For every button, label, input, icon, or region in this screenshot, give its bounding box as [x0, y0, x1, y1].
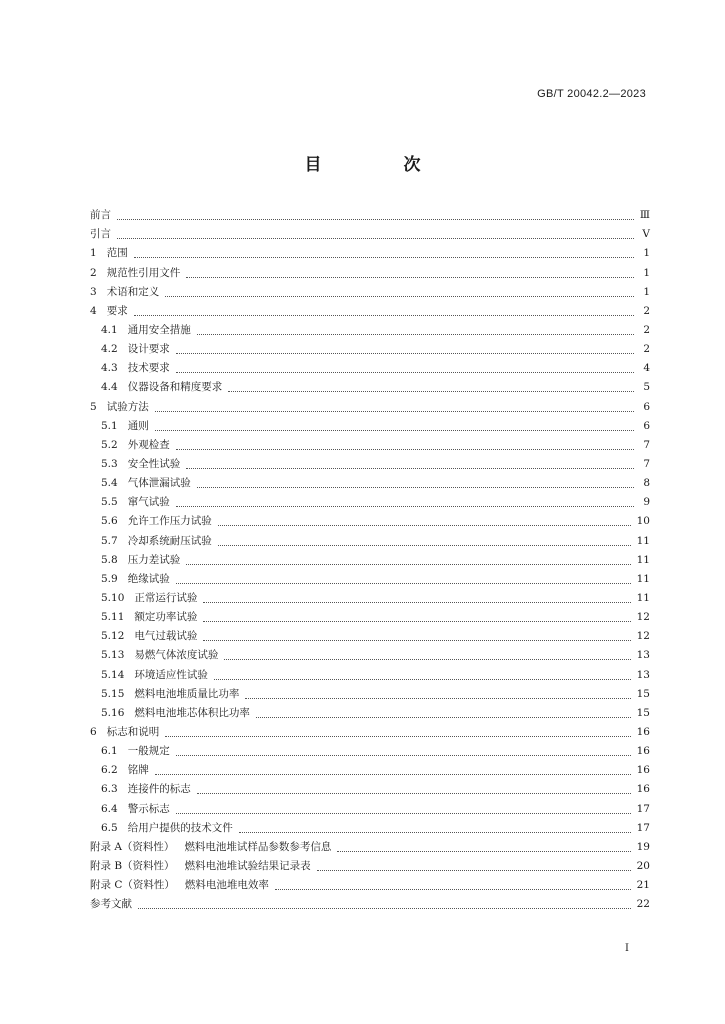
page-number: Ⅰ: [625, 943, 629, 954]
toc-entry-number: 5.6: [101, 515, 118, 528]
toc-entry-title: 范围: [106, 247, 128, 260]
toc-leader-dots: [228, 391, 634, 392]
toc-entry-page: 6: [643, 419, 650, 432]
toc-entry: [90, 838, 650, 857]
toc-leader-dots: [337, 851, 630, 852]
toc-leader-dots: [224, 659, 630, 660]
toc-entry: [90, 876, 650, 895]
toc-entry-title: 易燃气体浓度试验: [134, 649, 219, 662]
toc-entry-page: 6: [643, 400, 650, 413]
toc-entry-page: 16: [636, 745, 650, 758]
toc-leader-dots: [165, 296, 634, 297]
toc-leader-dots: [134, 315, 634, 316]
toc-entry: [90, 531, 650, 550]
toc-entry-page: 19: [636, 840, 650, 853]
toc-entry-title: 连接件的标志: [127, 783, 191, 796]
toc-entry: [90, 799, 650, 818]
toc-entry-page: 5: [643, 381, 650, 394]
toc-leader-dots: [218, 525, 631, 526]
toc-entry-page: 15: [636, 706, 650, 719]
toc-entry-label: [101, 742, 170, 761]
toc-entry-label: [101, 493, 170, 512]
toc-entry-label: [90, 264, 180, 283]
toc-leader-dots: [186, 564, 630, 565]
toc-entry-number: 5.2: [101, 438, 118, 451]
toc-entry-label: [90, 302, 128, 321]
toc-entry-page: 8: [643, 477, 650, 490]
toc-entry-number: 5.4: [101, 477, 118, 490]
toc-entry-page: 21: [636, 879, 650, 892]
toc-leader-dots: [203, 602, 630, 603]
toc-entry-number: 4.2: [101, 343, 118, 356]
toc-entry-number: 2: [90, 266, 97, 279]
toc-entry: [90, 378, 650, 397]
toc-entry-page: 22: [636, 898, 650, 911]
toc-entry-title: 绝缘试验: [127, 572, 170, 585]
toc-leader-dots: [203, 621, 630, 622]
toc-entry: [90, 225, 650, 244]
toc-entry-title: 压力差试验: [127, 553, 181, 566]
toc-entry-label: [90, 876, 269, 895]
toc-entry-label: [90, 244, 128, 263]
toc-entry-number: 5.1: [101, 419, 118, 432]
toc-entry-number: 5.15: [101, 687, 125, 700]
toc-entry: [90, 742, 650, 761]
toc-entry-page: Ⅲ: [639, 209, 650, 222]
table-of-contents: [90, 206, 650, 914]
toc-entry-label: [101, 704, 250, 723]
toc-entry-title: 设计要求: [127, 343, 170, 356]
toc-entry-label: [90, 225, 111, 244]
toc-entry-number: 6.4: [101, 802, 118, 815]
toc-entry: [90, 895, 650, 914]
toc-entry-number: 6.5: [101, 821, 118, 834]
toc-leader-dots: [117, 238, 634, 239]
toc-leader-dots: [186, 468, 634, 469]
toc-leader-dots: [203, 640, 630, 641]
toc-entry: [90, 780, 650, 799]
toc-entry-title: 通则: [127, 419, 149, 432]
toc-entry-title: 燃料电池堆试样品参数参考信息: [184, 840, 332, 853]
toc-entry: [90, 685, 650, 704]
toc-entry-page: 16: [636, 783, 650, 796]
toc-entry-title: 警示标志: [127, 802, 170, 815]
toc-entry-number: 5.12: [101, 630, 125, 643]
toc-entry-title: 铭牌: [127, 764, 149, 777]
toc-leader-dots: [138, 908, 631, 909]
toc-entry: [90, 665, 650, 684]
toc-leader-dots: [186, 277, 634, 278]
toc-entry-title: 正常运行试验: [134, 591, 198, 604]
toc-entry-title: 术语和定义: [106, 285, 160, 298]
toc-entry-title: 一般规定: [127, 745, 170, 758]
toc-entry-page: 11: [636, 553, 650, 566]
toc-entry-title: 燃料电池堆质量比功率: [134, 687, 240, 700]
toc-entry-title: 引言: [90, 228, 111, 241]
toc-leader-dots: [155, 774, 631, 775]
toc-entry-title: 允许工作压力试验: [127, 515, 212, 528]
toc-entry-title: 电气过载试验: [134, 630, 198, 643]
toc-leader-dots: [165, 736, 630, 737]
toc-entry-page: 11: [636, 591, 650, 604]
toc-entry-page: 1: [643, 266, 650, 279]
toc-entry: [90, 646, 650, 665]
toc-entry-title: 外观检查: [127, 438, 170, 451]
toc-entry-number: 5.8: [101, 553, 118, 566]
toc-entry-page: 15: [636, 687, 650, 700]
toc-entry-page: 11: [636, 572, 650, 585]
toc-entry-title: 燃料电池堆芯体积比功率: [134, 706, 250, 719]
toc-entry-number: 附录 A（资料性）: [90, 840, 175, 853]
toc-entry-title: 前言: [90, 209, 111, 222]
toc-entry-title: 燃料电池堆试验结果记录表: [184, 859, 311, 872]
toc-leader-dots: [176, 813, 631, 814]
toc-entry-page: 12: [636, 611, 650, 624]
toc-entry-number: 1: [90, 247, 97, 260]
toc-entry-page: 9: [643, 496, 650, 509]
toc-entry-title: 仪器设备和精度要求: [127, 381, 223, 394]
toc-entry-label: [90, 838, 331, 857]
toc-entry: [90, 455, 650, 474]
toc-entry: [90, 321, 650, 340]
toc-entry: [90, 436, 650, 455]
page-title: 目 次: [304, 155, 459, 175]
toc-entry-label: [101, 474, 191, 493]
toc-entry-label: [101, 551, 180, 570]
toc-entry-title: 燃料电池堆电效率: [184, 879, 269, 892]
toc-entry: [90, 263, 650, 282]
toc-entry-number: 4.3: [101, 362, 118, 375]
toc-entry-label: [101, 819, 233, 838]
toc-leader-dots: [155, 430, 634, 431]
toc-entry-page: 4: [643, 362, 650, 375]
toc-entry: [90, 417, 650, 436]
toc-entry-title: 参考文献: [90, 898, 132, 911]
toc-entry-number: 5.3: [101, 457, 118, 470]
toc-entry-page: 7: [643, 438, 650, 451]
toc-entry: [90, 512, 650, 531]
toc-entry-label: [101, 627, 197, 646]
toc-entry: [90, 283, 650, 302]
toc-entry-number: 5: [90, 400, 97, 413]
toc-entry-label: [101, 780, 191, 799]
toc-leader-dots: [197, 793, 631, 794]
toc-entry-title: 规范性引用文件: [106, 266, 181, 279]
toc-entry-label: [90, 895, 132, 914]
toc-leader-dots: [176, 449, 634, 450]
toc-leader-dots: [214, 679, 631, 680]
toc-entry-title: 额定功率试验: [134, 611, 198, 624]
toc-entry: [90, 206, 650, 225]
toc-entry-title: 给用户提供的技术文件: [127, 821, 233, 834]
toc-entry-page: 2: [643, 323, 650, 336]
toc-entry-label: [101, 761, 149, 780]
toc-entry-number: 附录 C（资料性）: [90, 879, 175, 892]
toc-entry: [90, 857, 650, 876]
toc-entry-number: 6.1: [101, 745, 118, 758]
toc-entry: [90, 570, 650, 589]
toc-entry-label: [101, 378, 222, 397]
toc-leader-dots: [176, 506, 634, 507]
toc-entry-label: [101, 455, 180, 474]
toc-entry-label: [90, 206, 111, 225]
toc-entry: [90, 723, 650, 742]
toc-entry-title: 标志和说明: [106, 725, 160, 738]
toc-entry-number: 5.7: [101, 534, 118, 547]
toc-entry-page: 10: [636, 515, 650, 528]
toc-entry-number: 附录 B（资料性）: [90, 859, 175, 872]
toc-entry-label: [101, 340, 170, 359]
standard-code: GB/T 20042.2—2023: [537, 88, 646, 100]
toc-entry-number: 5.13: [101, 649, 125, 662]
toc-entry: [90, 704, 650, 723]
toc-leader-dots: [256, 717, 631, 718]
toc-entry-label: [101, 417, 149, 436]
toc-entry-number: 4: [90, 304, 97, 317]
toc-entry-title: 气体泄漏试验: [127, 477, 191, 490]
toc-entry-number: 5.5: [101, 496, 118, 509]
toc-entry: [90, 302, 650, 321]
toc-entry-page: 13: [636, 649, 650, 662]
toc-leader-dots: [317, 870, 631, 871]
toc-entry-page: 20: [636, 859, 650, 872]
toc-leader-dots: [176, 353, 634, 354]
toc-entry: [90, 244, 650, 263]
toc-entry-label: [101, 685, 239, 704]
toc-entry-page: 12: [636, 630, 650, 643]
toc-entry-label: [90, 857, 311, 876]
toc-entry: [90, 819, 650, 838]
toc-entry: [90, 474, 650, 493]
toc-entry-title: 冷却系统耐压试验: [127, 534, 212, 547]
toc-entry-label: [101, 608, 197, 627]
toc-leader-dots: [134, 257, 634, 258]
toc-entry-label: [90, 398, 149, 417]
toc-entry-number: 3: [90, 285, 97, 298]
toc-entry-label: [101, 666, 208, 685]
toc-entry-title: 安全性试验: [127, 457, 181, 470]
toc-leader-dots: [155, 411, 634, 412]
toc-entry-page: 17: [636, 821, 650, 834]
toc-entry-title: 要求: [106, 304, 128, 317]
toc-leader-dots: [117, 219, 634, 220]
toc-entry-page: 2: [643, 304, 650, 317]
toc-entry: [90, 359, 650, 378]
toc-entry-label: [101, 436, 170, 455]
toc-entry: [90, 397, 650, 416]
toc-entry-page: 11: [636, 534, 650, 547]
toc-entry-label: [101, 512, 212, 531]
toc-entry-label: [101, 532, 212, 551]
toc-entry-page: 2: [643, 343, 650, 356]
toc-entry-page: 13: [636, 668, 650, 681]
toc-entry-page: 17: [636, 802, 650, 815]
toc-entry-page: 1: [643, 247, 650, 260]
toc-entry: [90, 627, 650, 646]
toc-entry-label: [90, 283, 159, 302]
toc-entry-number: 5.16: [101, 706, 125, 719]
toc-leader-dots: [245, 698, 630, 699]
toc-leader-dots: [197, 487, 634, 488]
toc-entry-title: 环境适应性试验: [134, 668, 208, 681]
toc-entry: [90, 551, 650, 570]
toc-leader-dots: [197, 334, 634, 335]
toc-entry-label: [101, 570, 170, 589]
toc-entry-label: [101, 589, 197, 608]
toc-entry-label: [101, 800, 170, 819]
toc-entry-title: 通用安全措施: [127, 323, 191, 336]
toc-entry-number: 4.1: [101, 323, 118, 336]
toc-leader-dots: [176, 583, 631, 584]
toc-entry-label: [101, 321, 191, 340]
toc-entry-page: 16: [636, 725, 650, 738]
toc-entry-title: 试验方法: [106, 400, 149, 413]
toc-leader-dots: [275, 889, 631, 890]
toc-entry-label: [90, 723, 159, 742]
toc-leader-dots: [218, 545, 631, 546]
toc-entry-number: 5.9: [101, 572, 118, 585]
toc-entry-title: 技术要求: [127, 362, 170, 375]
toc-entry-number: 5.14: [101, 668, 125, 681]
toc-entry-label: [101, 646, 218, 665]
toc-entry-page: 1: [643, 285, 650, 298]
toc-entry-label: [101, 359, 170, 378]
toc-entry: [90, 589, 650, 608]
toc-entry-title: 窜气试验: [127, 496, 170, 509]
toc-entry-page: Ⅴ: [642, 228, 650, 241]
toc-leader-dots: [176, 372, 634, 373]
toc-entry-page: 16: [636, 764, 650, 777]
toc-entry-number: 6.3: [101, 783, 118, 796]
toc-entry-number: 6: [90, 725, 97, 738]
toc-entry-page: 7: [643, 457, 650, 470]
toc-entry-number: 5.11: [101, 611, 125, 624]
toc-entry-number: 5.10: [101, 591, 125, 604]
toc-entry-number: 6.2: [101, 764, 118, 777]
toc-entry: [90, 608, 650, 627]
toc-entry: [90, 340, 650, 359]
toc-entry: [90, 493, 650, 512]
toc-entry-number: 4.4: [101, 381, 118, 394]
toc-leader-dots: [176, 755, 631, 756]
toc-entry: [90, 761, 650, 780]
toc-leader-dots: [239, 832, 631, 833]
